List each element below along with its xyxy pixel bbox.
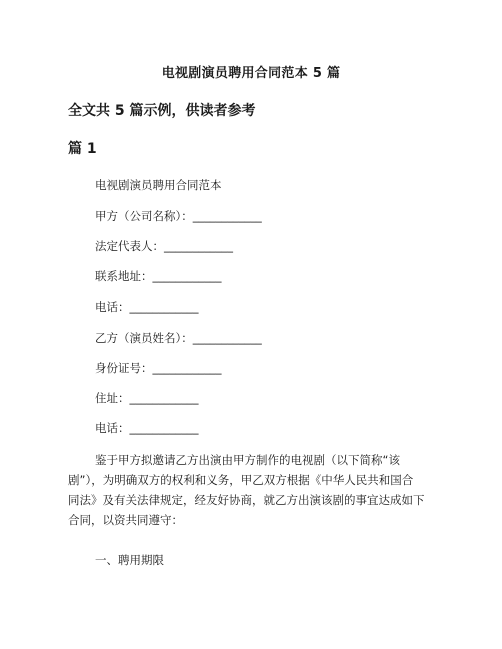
preamble-line: 剧”），为明确双方的权利和义务，甲乙双方根据《中华人民共和国合: [68, 473, 414, 487]
preamble-paragraph: [68, 450, 447, 530]
preamble-line: 鉴于甲方拟邀请乙方出演由甲方制作的电视剧（以下简称“该: [95, 453, 400, 467]
field-party-a-phone: 电话：____________: [95, 300, 199, 314]
field-party-b-phone: 电话：____________: [95, 421, 199, 435]
contract-heading: 电视剧演员聘用合同范本: [95, 178, 222, 192]
section-heading: 篇 1: [68, 141, 97, 157]
document-subtitle: 全文共 5 篇示例，供读者参考: [68, 103, 256, 119]
field-party-a-company: 甲方（公司名称）：____________: [95, 209, 262, 223]
preamble-line: 同法》及有关法律规定，经友好协商，就乙方出演该剧的事宜达成如下: [68, 493, 425, 507]
field-contact-address: 联系地址：____________: [95, 269, 222, 283]
field-party-b-name: 乙方（演员姓名）：____________: [95, 331, 262, 345]
preamble-line: 合同，以资共同遵守：: [68, 513, 183, 527]
field-id-number: 身份证号：____________: [95, 361, 222, 375]
field-residence: 住址：____________: [95, 391, 199, 405]
clause-heading: 一、聘用期限: [95, 553, 164, 567]
document-title: 电视剧演员聘用合同范本 5 篇: [161, 66, 341, 81]
field-legal-representative: 法定代表人：____________: [95, 239, 233, 253]
